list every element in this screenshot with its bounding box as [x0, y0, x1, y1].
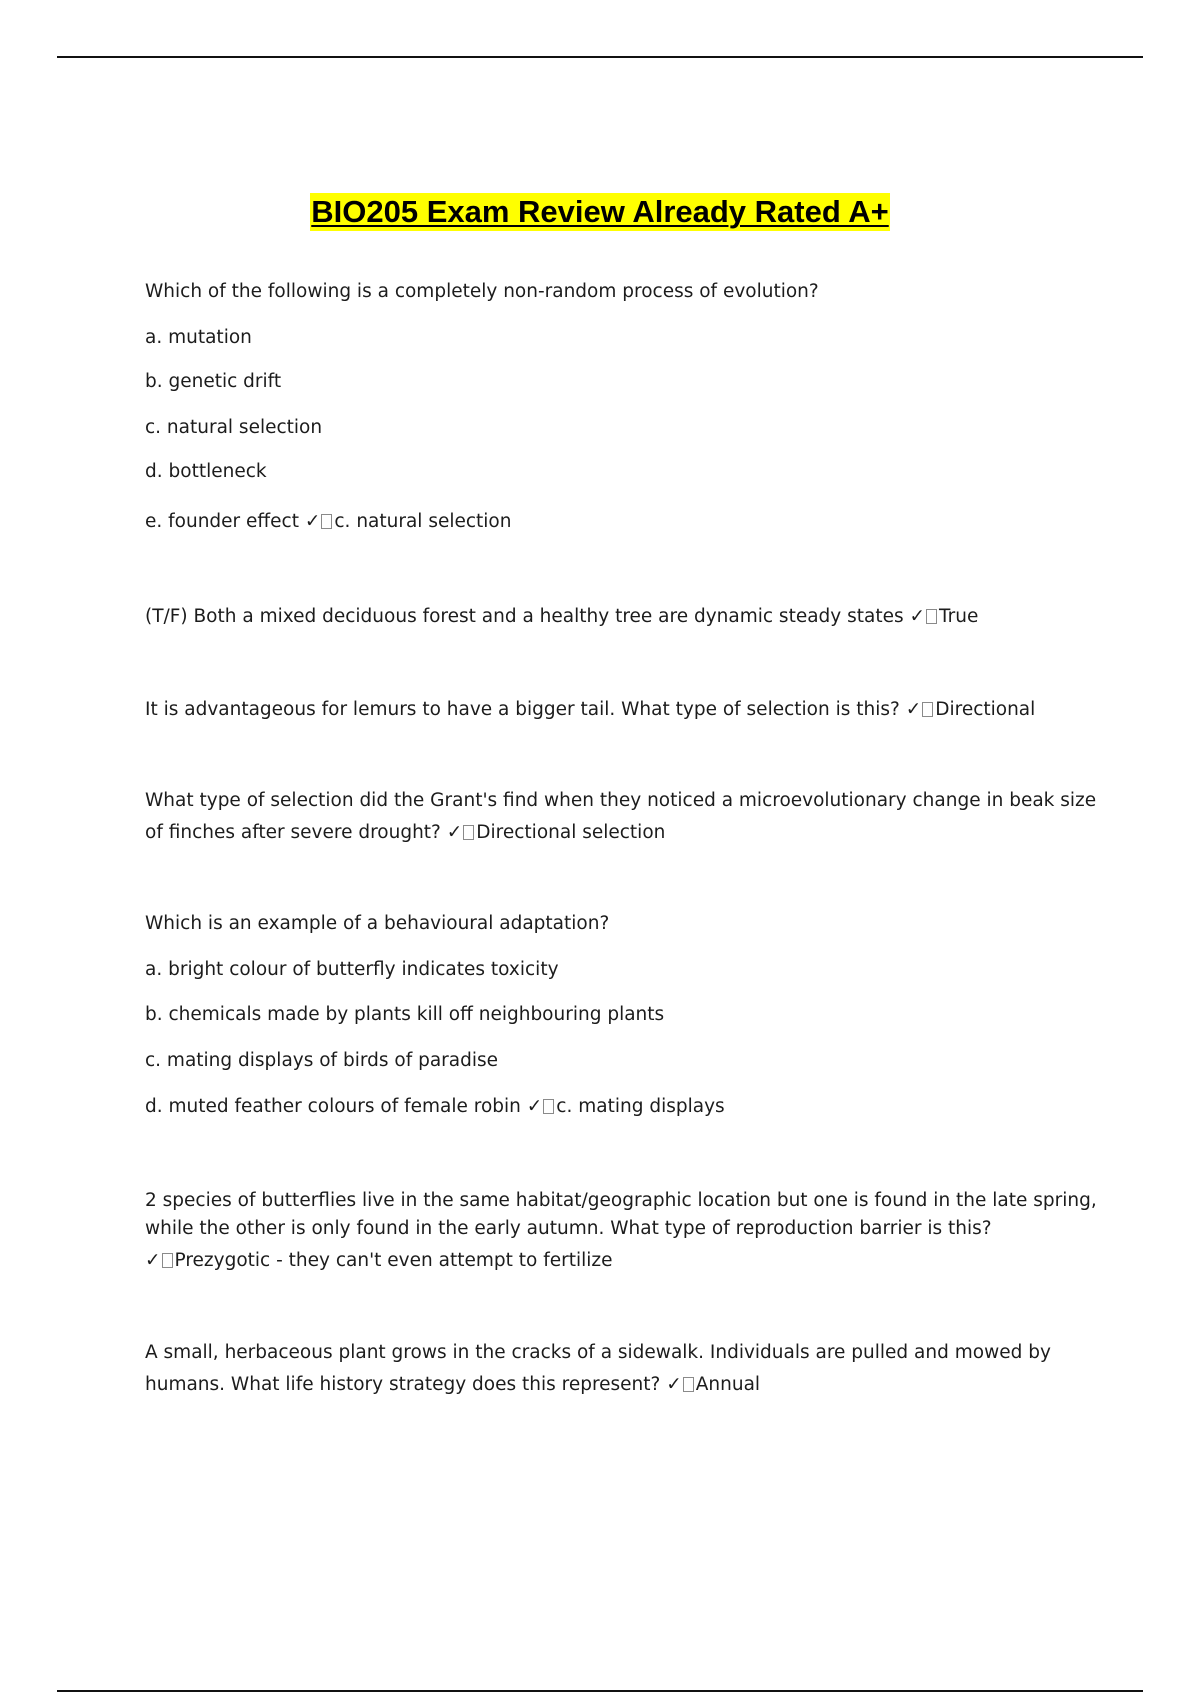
- question-1-option-a: a. mutation: [145, 327, 252, 348]
- question-1-option-c: c. natural selection: [145, 417, 323, 438]
- question-text: humans. What life history strategy does this represent?: [145, 1374, 661, 1395]
- check-icon: ✓: [526, 1096, 543, 1117]
- question-7-line-2: [145, 1369, 1075, 1401]
- question-text: of finches after severe drought?: [145, 822, 441, 843]
- question-6-line-1: 2 species of butterflies live in the same habitat/geographic location but one is found in the late spring,: [145, 1190, 1097, 1211]
- document-title: BIO205 Exam Review Already Rated A+: [311, 194, 889, 229]
- question-5-option-d: [145, 1091, 1075, 1123]
- answer-text: Prezygotic - they can't even attempt to fertilize: [174, 1250, 613, 1271]
- answer-text: Directional selection: [476, 822, 666, 843]
- option-text: e. founder effect: [145, 511, 299, 532]
- check-icon: ✓: [666, 1374, 682, 1395]
- missing-glyph-box: [683, 1377, 694, 1392]
- missing-glyph-box: [922, 702, 933, 717]
- question-5-option-c: c. mating displays of birds of paradise: [145, 1050, 499, 1071]
- check-icon: ✓: [145, 1250, 161, 1271]
- question-text: Which of the following is a completely non-random process of evolution?: [145, 281, 819, 302]
- question-1-option-e: [145, 506, 1075, 538]
- answer-text: Annual: [695, 1374, 761, 1395]
- question-1-option-b: b. genetic drift: [145, 371, 282, 392]
- title-container: [0, 193, 1200, 231]
- check-icon: ✓: [905, 699, 922, 720]
- question-6-answer-line: [145, 1245, 1075, 1277]
- question-text: (T/F) Both a mixed deciduous forest and a healthy tree are dynamic steady states: [145, 606, 904, 627]
- question-4-line-1: What type of selection did the Grant's find when they noticed a microevolutionary change in beak size: [145, 790, 1097, 811]
- check-icon: ✓: [909, 606, 926, 627]
- missing-glyph-box: [162, 1253, 173, 1268]
- question-7-line-1: A small, herbaceous plant grows in the cracks of a sidewalk. Individuals are pulled and mowed by: [145, 1342, 1051, 1363]
- question-4-line-2: [145, 817, 1075, 849]
- missing-glyph-box: [463, 825, 474, 840]
- answer-text: c. mating displays: [556, 1096, 725, 1117]
- question-3: [145, 694, 1075, 726]
- question-6-line-2: while the other is only found in the early autumn. What type of reproduction barrier is this?: [145, 1218, 992, 1239]
- question-5-option-a: a. bright colour of butterfly indicates toxicity: [145, 959, 559, 980]
- footer-rule: [57, 1690, 1143, 1692]
- question-5: Which is an example of a behavioural adaptation?: [145, 913, 610, 934]
- header-rule: [57, 56, 1143, 58]
- option-text: d. muted feather colours of female robin: [145, 1096, 521, 1117]
- check-icon: ✓: [446, 822, 463, 843]
- question-1: [145, 276, 1075, 308]
- question-5-option-b: b. chemicals made by plants kill off neighbouring plants: [145, 1004, 665, 1025]
- missing-glyph-box: [926, 609, 937, 624]
- answer-text: c. natural selection: [334, 511, 512, 532]
- question-2: [145, 601, 1075, 633]
- missing-glyph-box: [543, 1099, 554, 1114]
- missing-glyph-box: [321, 514, 332, 529]
- question-text: It is advantageous for lemurs to have a bigger tail. What type of selection is this?: [145, 699, 900, 720]
- answer-text: Directional: [935, 699, 1036, 720]
- answer-text: True: [939, 606, 979, 627]
- check-icon: ✓: [304, 511, 321, 532]
- question-1-option-d: d. bottleneck: [145, 461, 267, 482]
